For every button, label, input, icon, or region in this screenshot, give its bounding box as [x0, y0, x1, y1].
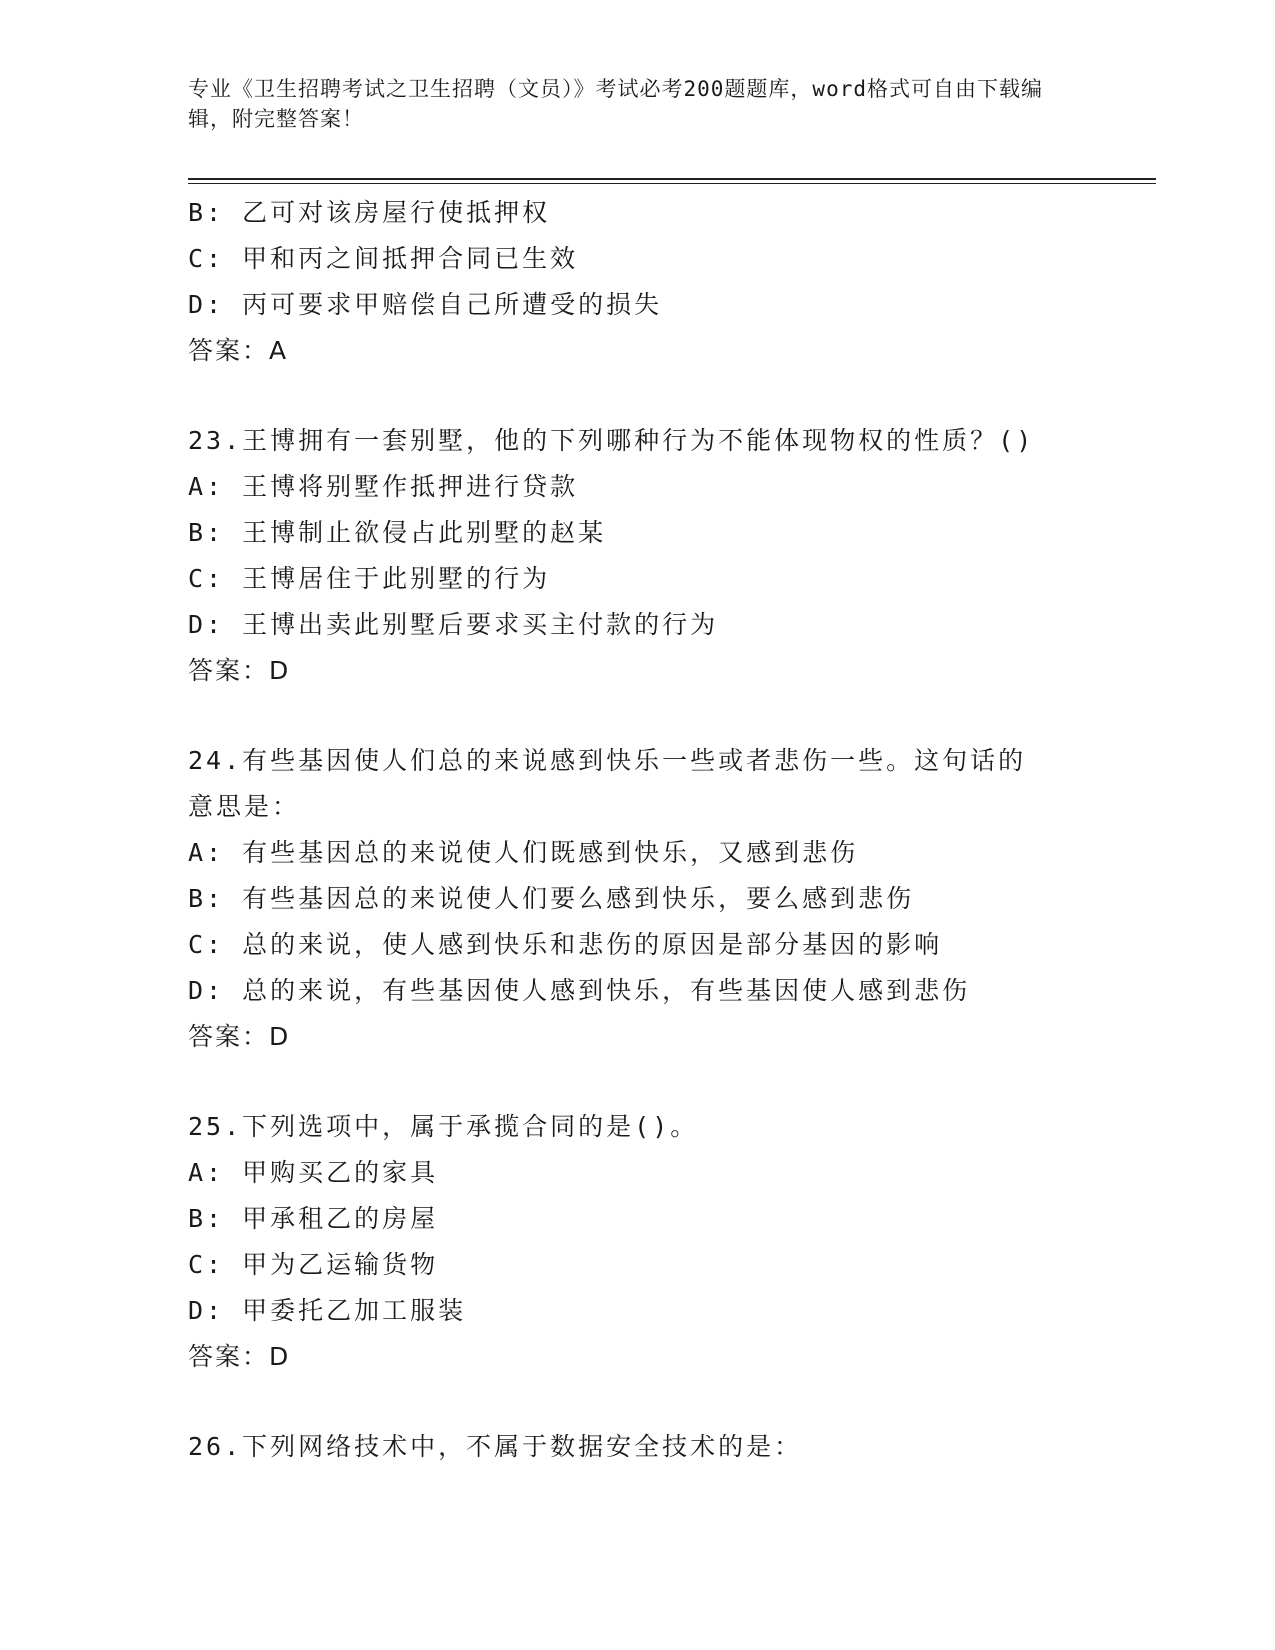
q23-option-b: B: 王博制止欲侵占此别墅的赵某 — [188, 518, 607, 547]
prev-option-b: B: 乙可对该房屋行使抵押权 — [188, 198, 551, 227]
q25-answer: 答案：D — [188, 1342, 291, 1371]
q24-stem: 24.有些基因使人们总的来说感到快乐一些或者悲伤一些。这句话的意思是： — [188, 746, 1027, 821]
prev-option-c: C: 甲和丙之间抵押合同已生效 — [188, 244, 579, 273]
q25-stem: 25.下列选项中，属于承揽合同的是()。 — [188, 1112, 699, 1141]
q23-option-d: D: 王博出卖此别墅后要求买主付款的行为 — [188, 610, 719, 639]
q25-option-a: A: 甲购买乙的家具 — [188, 1158, 439, 1187]
q24-option-d: D: 总的来说，有些基因使人感到快乐，有些基因使人感到悲伤 — [188, 976, 971, 1005]
prev-option-d: D: 丙可要求甲赔偿自己所遭受的损失 — [188, 290, 663, 319]
prev-answer: 答案：A — [188, 336, 289, 365]
q23-answer: 答案：D — [188, 656, 291, 685]
document-header: 专业《卫生招聘考试之卫生招聘（文员）》考试必考200题题库，word格式可自由下载编辑，附完整答案！ — [188, 77, 1043, 131]
question-content — [188, 190, 1088, 1470]
header-rule-thin — [188, 183, 1156, 184]
q24-option-a: A: 有些基因总的来说使人们既感到快乐，又感到悲伤 — [188, 838, 859, 867]
q24-option-b: B: 有些基因总的来说使人们要么感到快乐，要么感到悲伤 — [188, 884, 915, 913]
q25-option-c: C: 甲为乙运输货物 — [188, 1250, 439, 1279]
q24-answer: 答案：D — [188, 1022, 291, 1051]
header-rule-thick — [188, 178, 1156, 180]
q23-option-c: C: 王博居住于此别墅的行为 — [188, 564, 551, 593]
q24-option-c: C: 总的来说，使人感到快乐和悲伤的原因是部分基因的影响 — [188, 930, 943, 959]
q25-option-b: B: 甲承租乙的房屋 — [188, 1204, 439, 1233]
q23-option-a: A: 王博将别墅作抵押进行贷款 — [188, 472, 579, 501]
q25-option-d: D: 甲委托乙加工服装 — [188, 1296, 467, 1325]
q23-stem: 23.王博拥有一套别墅，他的下列哪种行为不能体现物权的性质？() — [188, 426, 1035, 455]
q26-stem: 26.下列网络技术中，不属于数据安全技术的是： — [188, 1432, 803, 1461]
